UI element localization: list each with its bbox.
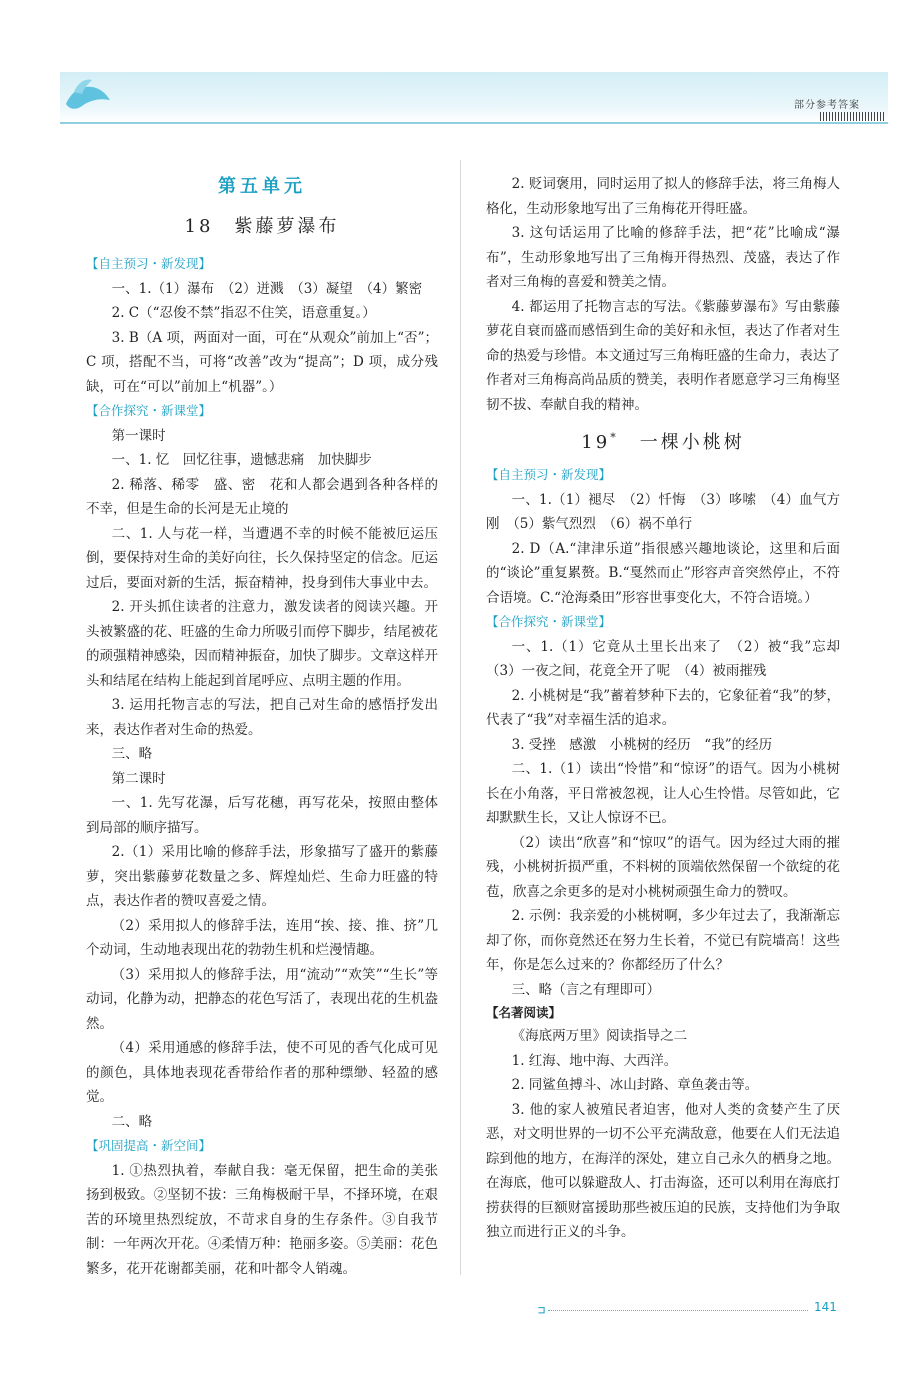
- right-column: [486, 172, 854, 1245]
- answer-line: 二、1. 人与花一样，当遭遇不幸的时候不能被厄运压倒，要保持对生命的美好向往，长久保持坚定的信念。厄运过后，要面对新的生活，振奋精神，投身到伟大事业中去。: [86, 525, 438, 591]
- answer-line: 3. 受挫 感激 小桃树的经历 “我”的经历: [511, 736, 773, 753]
- answer-line: 《海底两万里》阅读指导之二: [511, 1028, 688, 1044]
- bird-logo-icon: [60, 70, 112, 114]
- page-header: [0, 0, 900, 130]
- header-rule: [60, 122, 888, 124]
- lesson-name: 一棵小桃树: [618, 432, 745, 453]
- answer-line: 3. 这句话运用了比喻的修辞手法，把“花”比喻成“瀑布”，生动形象地写出了三角梅开得热烈、茂盛，表达了作者对三角梅的喜爱和赞美之情。: [486, 225, 840, 290]
- answer-line: 3. B（A 项，两面对一面，可在“从观众”前加上“否”；C 项，搭配不当，可将“改善”改为“提高”；D 项，成分残缺，可在“可以”前加上“机器”。）: [86, 329, 438, 395]
- section-heading: 【名著阅读】: [486, 1005, 562, 1020]
- lesson-title: [486, 423, 840, 453]
- section-heading: 【自主预习・新发现】: [486, 467, 612, 482]
- answer-line: 2. 小桃树是“我”蓄着梦种下去的，它象征着“我”的梦，代表了“我”对幸福生活的追求。: [486, 687, 840, 728]
- left-column: [86, 172, 438, 1281]
- unit-title: 第五单元: [218, 176, 306, 197]
- answer-line: 三、略: [111, 746, 153, 762]
- answer-line: 第二课时: [111, 770, 166, 787]
- answer-line: 2.（1）采用比喻的修辞手法，形象描写了盛开的紫藤萝，突出紫藤萝花数量之多、辉煌灿烂、生命力旺盛的特点，表达作者的赞叹喜爱之情。: [86, 844, 438, 909]
- answer-line: 2. D（A.“津津乐道”指很感兴趣地谈论，这里和后面的“谈论”重复累赘。B.“戛然而止”形容声音突然停止，不符合语境。C.“沧海桑田”形容世事变化大，不符合语境。）: [486, 540, 840, 606]
- answer-line: 一、1.（1）褪尽 （2）忏悔 （3）哆嗦 （4）血气方刚 （5）紫气烈烈 （6）祸不单行: [486, 491, 840, 532]
- answer-line: 一、1. 先写花瀑，后写花穗，再写花朵，按照由整体到局部的顺序描写。: [86, 795, 438, 836]
- footer-dotted-rule: [548, 1310, 808, 1311]
- answer-line: 三、略（言之有理即可）: [511, 981, 661, 998]
- answer-line: （3）采用拟人的修辞手法，用“流动”“欢笑”“生长”等动词，化静为动，把静态的花色写活了，表现出花的生机盎然。: [86, 966, 438, 1032]
- answer-line: 2. 同鲨鱼搏斗、冰山封路、章鱼袭击等。: [511, 1077, 759, 1093]
- header-title: 部分参考答案: [794, 100, 860, 111]
- section-heading: 【自主预习・新发现】: [86, 256, 212, 271]
- answer-line: 3. 运用托物言志的写法，把自己对生命的感悟抒发出来，表达作者对生命的热爱。: [86, 697, 438, 738]
- header-ticks: [820, 112, 886, 121]
- section-heading: 【巩固提高・新空间】: [86, 1138, 212, 1153]
- lesson-title: 18 紫藤萝瀑布: [184, 216, 340, 237]
- header-band: [60, 72, 888, 122]
- answer-line: 2. 开头抓住读者的注意力，激发读者的阅读兴趣。开头被繁盛的花、旺盛的生命力所吸引而停下脚步，结尾被花的顽强精神感染，因而精神振奋，加快了脚步。文章这样开头和结尾在结构上能起到首尾呼应、点明主题的作用。: [86, 599, 438, 689]
- answer-line: 2. 贬词褒用，同时运用了拟人的修辞手法，将三角梅人格化，生动形象地写出了三角梅花开得旺盛。: [486, 176, 840, 217]
- section-heading: 【合作探究・新课堂】: [486, 614, 612, 629]
- answer-line: 3. 他的家人被殖民者迫害，他对人类的贪婪产生了厌恶，对文明世界的一切不公平充满敌意，他要在人们无法追踪到他的地方，在海洋的深处，建立自己永久的栖身之地。在海底，他可以躲避敌人、打击海盗，还可以利用在海底打捞获得的巨额财富援助那些被压迫的民族，支持他们为争取独立而进行正义的斗争。: [486, 1101, 840, 1240]
- page-number: 141: [814, 1300, 837, 1314]
- answer-line: （2）采用拟人的修辞手法，连用“挨、接、推、挤”几个动词，生动地表现出花的勃勃生机和烂漫情趣。: [86, 917, 438, 958]
- answer-line: 2. 示例：我亲爱的小桃树啊，多少年过去了，我渐渐忘却了你，而你竟然还在努力生长着，不觉已有院墙高！这些年，你是怎么过来的？你都经历了什么？: [486, 908, 840, 973]
- answer-line: 二、1.（1）读出“怜惜”和“惊讶”的语气。因为小桃树长在小角落，平日常被忽视，让人心生怜惜。尽管如此，它却默默生长，又让人惊讶不已。: [486, 761, 840, 826]
- answer-line: （4）采用通感的修辞手法，使不可见的香气化成可见的颜色，具体地表现花香带给作者的那种缥缈、轻盈的感觉。: [86, 1040, 438, 1105]
- answer-line: 1. 红海、地中海、大西洋。: [511, 1052, 678, 1069]
- lesson-mark: *: [610, 431, 619, 444]
- answer-line: 2. C（“忍俊不禁”指忍不住笑，语意重复。）: [111, 305, 376, 321]
- answer-line: 第一课时: [111, 427, 166, 444]
- answer-line: 一、1.（1）瀑布 （2）迸溅 （3）凝望 （4）繁密: [111, 280, 423, 297]
- answer-line: 1. ①热烈执着，奉献自我：毫无保留，把生命的美张扬到极致。②坚韧不拔：三角梅极耐干旱，不择环境，在艰苦的环境里热烈绽放，不苛求自身的生存条件。③自我节制：一年两次开花。④柔情万种：艳丽多姿。⑤美丽：花色繁多，花开花谢都美丽，花和叶都令人销魂。: [86, 1162, 438, 1277]
- answer-line: 2. 稀落、稀零 盛、密 花和人都会遇到各种各样的不幸，但是生命的长河是无止境的: [86, 476, 438, 517]
- section-heading: 【合作探究・新课堂】: [86, 403, 212, 418]
- answer-line: 二、略: [111, 1113, 153, 1130]
- answer-line: （2）读出“欣喜”和“惊叹”的语气。因为经过大雨的摧残，小桃树折损严重，不料树的顶端依然保留一个欲绽的花苞，欣喜之余更多的是对小桃树顽强生命力的赞叹。: [486, 834, 840, 900]
- column-divider: [460, 160, 461, 1275]
- lesson-number: 19: [581, 432, 611, 453]
- answer-line: 一、1.（1）它竟从土里长出来了 （2）被“我”忘却 （3）一夜之间，花竟全开了呢 （4）被雨摧残: [486, 638, 854, 679]
- answer-line: 4. 都运用了托物言志的写法。《紫藤萝瀑布》写由紫藤萝花自衰而盛而感悟到生命的美好和永恒，表达了作者对生命的热爱与珍惜。本文通过写三角梅旺盛的生命力，表达了作者对三角梅高尚品质的赞美，表明作者愿意学习三角梅坚韧不拔、奉献自我的精神。: [486, 298, 840, 413]
- footer-bracket-icon: ⊐: [538, 1303, 546, 1317]
- answer-line: 一、1. 忆 回忆往事，遗憾悲痛 加快脚步: [111, 452, 372, 468]
